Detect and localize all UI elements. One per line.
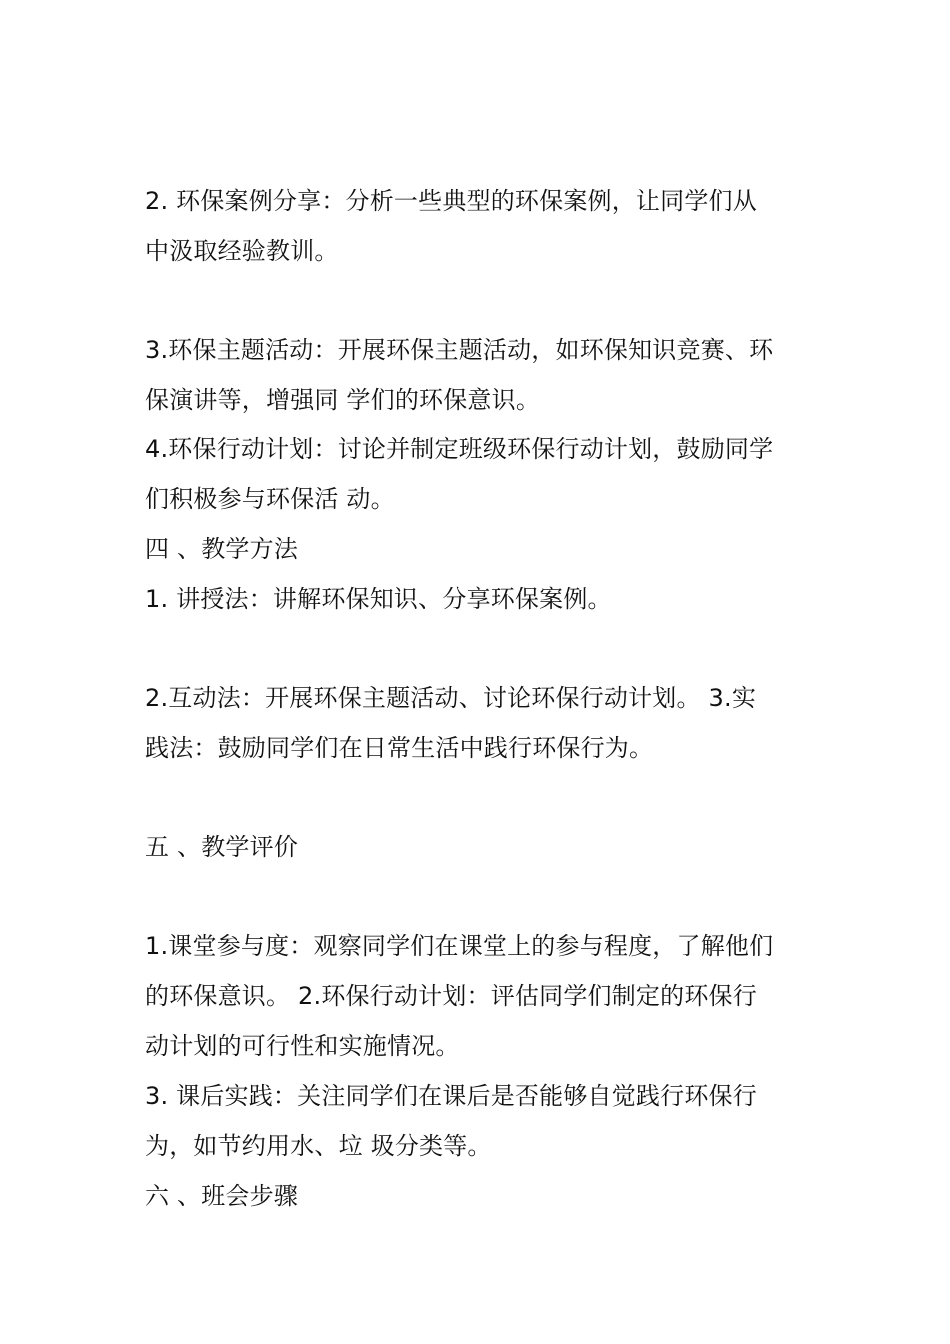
text-line: 中汲取经验教训。 [145,237,339,265]
text-line: 的环保意识。 2.环保行动计划：评估同学们制定的环保行 [145,982,757,1010]
text-line: 2.互动法：开展环保主题活动、讨论环保行动计划。 3.实 [145,684,757,712]
text-line: 动计划的可行性和实施情况。 [145,1032,460,1060]
text-line: 2. 环保案例分享：分析一些典型的环保案例，让同学们从 [145,187,757,215]
text-line: 践法：鼓励同学们在日常生活中践行环保行为。 [145,734,654,762]
text-line: 1.课堂参与度：观察同学们在课堂上的参与程度，了解他们 [145,932,774,960]
text-line: 3.环保主题活动：开展环保主题活动，如环保知识竞赛、环 [145,336,774,364]
text-line: 保演讲等，增强同 学们的环保意识。 [145,386,541,414]
section-heading: 六 、班会步骤 [145,1182,299,1210]
text-line: 3. 课后实践：关注同学们在课后是否能够自觉践行环保行 [145,1082,757,1110]
text-line: 4.环保行动计划：讨论并制定班级环保行动计划，鼓励同学 [145,435,774,463]
text-line: 们积极参与环保活 动。 [145,485,395,513]
text-line: 为，如节约用水、垃 圾分类等。 [145,1132,492,1160]
text-line: 1. 讲授法：讲解环保知识、分享环保案例。 [145,585,612,613]
section-heading: 五 、教学评价 [145,833,299,861]
section-heading: 四 、教学方法 [145,535,299,563]
